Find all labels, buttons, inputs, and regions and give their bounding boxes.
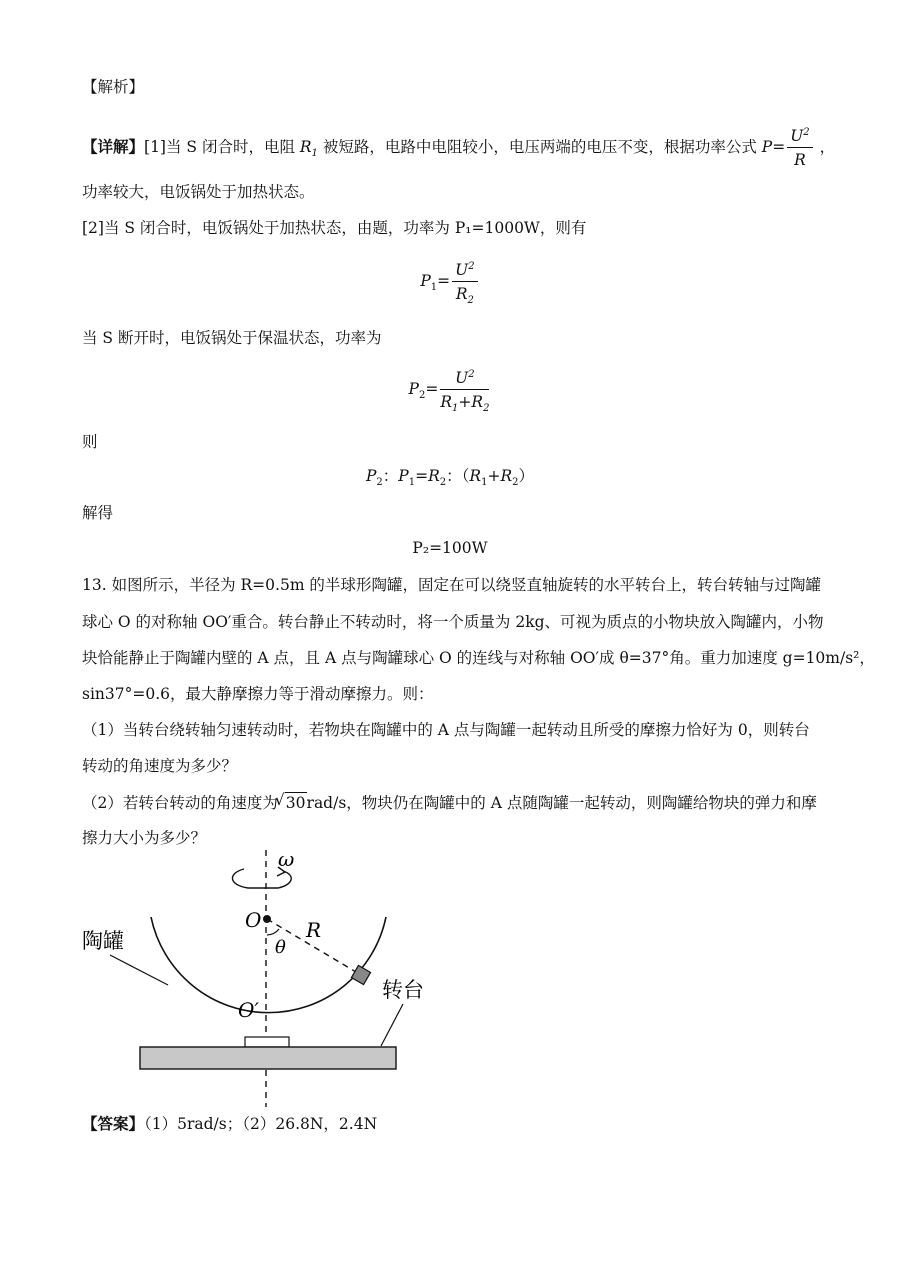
o-label: O bbox=[245, 908, 262, 932]
theta-arc bbox=[267, 929, 279, 935]
answer-text: （1）5rad/s；（2）26.8N，2.4N bbox=[144, 1115, 378, 1133]
r-label: R bbox=[306, 918, 322, 942]
answer-label: 【答案】 bbox=[82, 1114, 145, 1133]
q13-sub2-line-2: 擦力大小为多少？ bbox=[82, 829, 207, 847]
q13-sub1-line-1: （1）当转台绕转轴匀速转动时，若物块在陶罐中的 A 点与陶罐一起转动且所受的摩擦力恰好为 0，则转台 bbox=[82, 721, 810, 739]
rotation-arrow bbox=[232, 869, 291, 888]
sub2-unit: rad/s bbox=[306, 794, 347, 812]
turntable bbox=[140, 1047, 396, 1069]
sub2-text-a: （2）若转台转动的角速度为 bbox=[82, 794, 283, 812]
q13-sub1-line-2: 转动的角速度为多少？ bbox=[82, 757, 238, 775]
result-equation: P₂=100W bbox=[412, 539, 488, 557]
block-a bbox=[351, 965, 370, 984]
equation-ratio: $P_2$：$P_1=R_2$：$(R_1+R_2)$ bbox=[365, 467, 535, 489]
detail-paragraph-1: 【详解】[1]当 S 闭合时，电阻 $R_1$ 被短路，电路中电阻较小，电压两端的电压不变，根据功率公式 P= $\frac{U^2}{R}$ ， bbox=[82, 126, 836, 169]
p1-text-b: 被短路，电路中电阻较小，电压两端的电压不变，根据功率公式 bbox=[317, 138, 762, 156]
q13-sub2-line-1 bbox=[82, 792, 817, 813]
detail-paragraph-2: [2]当 S 闭合时，电饭锅处于加热状态，由题，功率为 P₁=1000W，则有 bbox=[82, 219, 587, 237]
detail-paragraph-3: 当 S 断开时，电饭锅处于保温状态，功率为 bbox=[82, 329, 382, 347]
turntable-label: 转台 bbox=[382, 978, 424, 1002]
q13-line-3: 块恰能静止于陶罐内壁的 A 点，且 A 点与陶罐球心 O 的连线与对称轴 OO′成 θ=37°角。重力加速度 g=10m/s²， bbox=[82, 649, 875, 667]
sub2-text-b: ，物块仍在陶罐中的 A 点随陶罐一起转动，则陶罐给物块的弹力和摩 bbox=[346, 794, 817, 812]
jar-label: 陶罐 bbox=[82, 929, 124, 953]
analysis-heading: 【解析】 bbox=[82, 78, 145, 96]
answer-line bbox=[82, 1114, 377, 1134]
q13-line-4: sin37°=0.6，最大静摩擦力等于滑动摩擦力。则： bbox=[82, 685, 434, 703]
turntable-jar-diagram bbox=[78, 845, 424, 1110]
jar-leader-line bbox=[110, 955, 168, 985]
p1-text-c: ， bbox=[814, 138, 836, 156]
theta-label: θ bbox=[275, 937, 286, 958]
power-fraction: $\frac{U^2}{R}$ bbox=[787, 126, 812, 170]
equation-p2: $P_2=$ $\frac{U^2}{R_1+R_2}$ bbox=[408, 368, 490, 415]
jar-outline bbox=[151, 917, 386, 1013]
q13-line-2: 球心 O 的对称轴 OO′重合。转台静止不转动时，将一个质量为 2kg、可视为质点的小物块放入陶罐内，小物 bbox=[82, 613, 824, 631]
equation-p1: $P_1=$ $\frac{U^2}{R_2}$ bbox=[0, 260, 900, 304]
turntable-leader-line bbox=[381, 1004, 403, 1046]
jiede-text: 解得 bbox=[82, 504, 114, 522]
sqrt-30: √ 30 bbox=[285, 792, 307, 813]
p1-text-a: [1]当 S 闭合时，电阻 bbox=[144, 138, 300, 156]
q13-line-1: 13. 如图所示，半径为 R=0.5m 的半球形陶罐，固定在可以绕竖直轴旋转的水平转台上，转台转轴与过陶罐 bbox=[82, 576, 821, 594]
detail-paragraph-1-cont: 功率较大，电饭锅处于加热状态。 bbox=[82, 183, 315, 201]
jar-base bbox=[245, 1037, 289, 1047]
oprime-label: O′ bbox=[238, 998, 259, 1022]
ze-text: 则 bbox=[82, 433, 98, 451]
detail-label: 【详解】 bbox=[82, 137, 145, 156]
omega-label: ω bbox=[278, 847, 295, 871]
r1-symbol: $R_1$ bbox=[299, 138, 318, 160]
